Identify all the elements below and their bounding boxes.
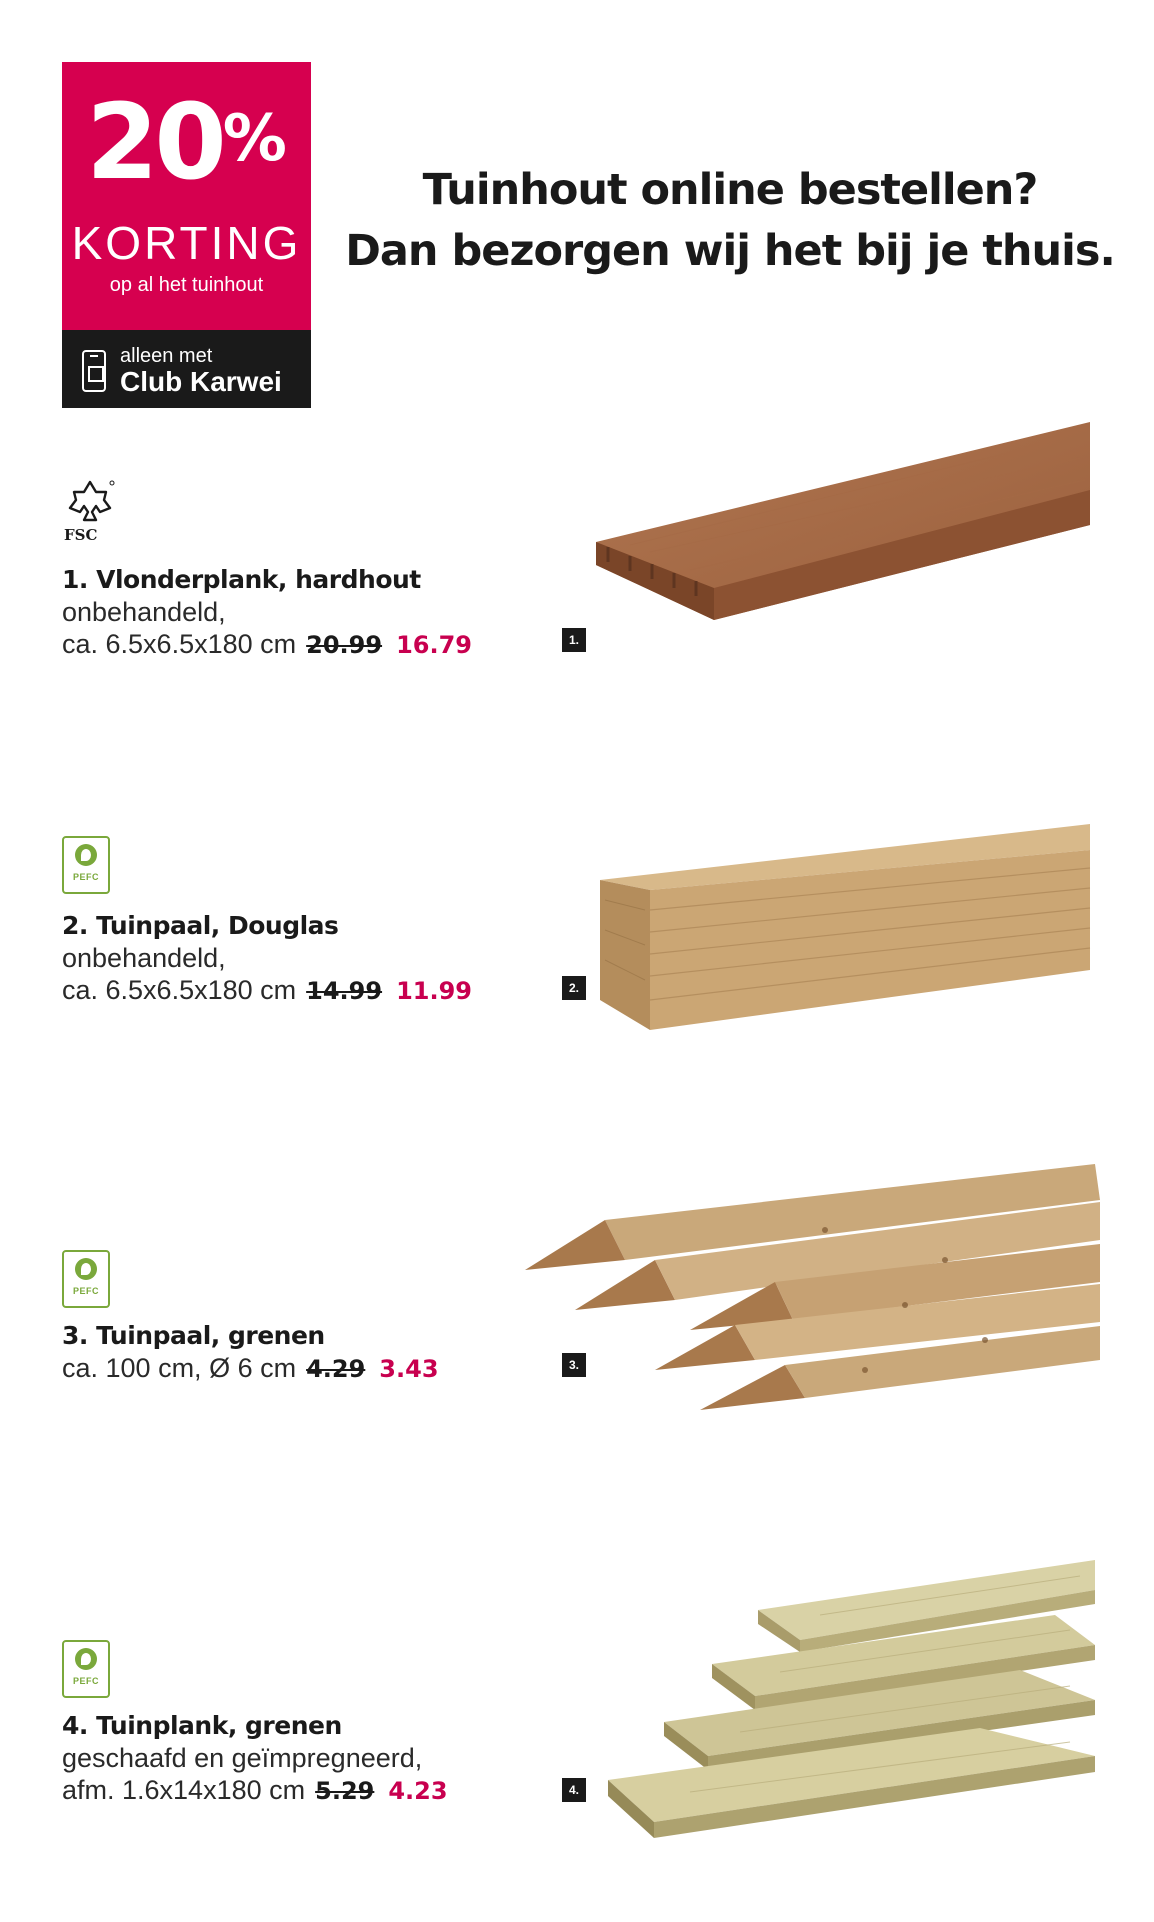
pointed-posts-image [525, 1160, 1105, 1440]
garden-planks-image [600, 1560, 1100, 1850]
club-karwei-panel [62, 330, 311, 408]
product-vlonderplank [62, 478, 522, 678]
old-price: 5.29 [315, 1777, 375, 1805]
product-tuinplank-grenen [62, 1640, 522, 1820]
product-dimensions: ca. 6.5x6.5x180 cm [62, 975, 297, 1005]
product-tuinpaal-douglas [62, 836, 522, 1016]
headline-line-2: Dan bezorgen wij het bij je thuis. [345, 226, 1115, 276]
decking-board-image [590, 420, 1100, 670]
promo-korting-label: KORTING [71, 217, 302, 269]
new-price: 3.43 [379, 1355, 439, 1383]
fsc-label: FSC [64, 526, 98, 544]
club-name: Club Karwei [120, 366, 282, 397]
garden-post-douglas-image [590, 820, 1100, 1040]
pefc-icon [62, 1640, 110, 1698]
pefc-label: PEFC [72, 1286, 99, 1296]
pefc-leaf-icon [75, 1648, 97, 1670]
product-badge: 4. [562, 1778, 586, 1802]
product-description: geschaafd en geïmpregneerd, [62, 1743, 423, 1773]
promo-subtitle: op al het tuinhout [109, 274, 264, 296]
product-price-line [62, 628, 472, 661]
old-price: 4.29 [306, 1355, 366, 1383]
old-price: 14.99 [306, 977, 383, 1005]
product-tuinpaal-grenen [62, 1250, 522, 1390]
pefc-icon [62, 1250, 110, 1308]
product-badge: 1. [562, 628, 586, 652]
product-description: onbehandeld, [62, 943, 226, 973]
pefc-label: PEFC [72, 872, 99, 882]
old-price: 20.99 [306, 631, 383, 659]
percent-sign: % [222, 102, 287, 176]
new-price: 4.23 [388, 1777, 448, 1805]
new-price: 11.99 [396, 977, 472, 1005]
product-price-line [62, 974, 472, 1007]
pefc-leaf-icon [75, 844, 97, 866]
pefc-leaf-icon [75, 1258, 97, 1280]
phone-icon [82, 350, 106, 392]
headline-line-1: Tuinhout online bestellen? [422, 165, 1038, 215]
product-badge: 2. [562, 976, 586, 1000]
product-dimensions: ca. 100 cm, Ø 6 cm [62, 1353, 297, 1383]
product-title: 1. Vlonderplank, hardhout [62, 565, 421, 594]
pefc-label: PEFC [72, 1676, 99, 1686]
product-price-line [62, 1774, 448, 1807]
club-small-text: alleen met [120, 345, 213, 367]
promo-badge [62, 62, 311, 408]
headline [330, 160, 1130, 282]
promo-percent: 20% [86, 81, 287, 203]
product-dimensions: ca. 6.5x6.5x180 cm [62, 629, 297, 659]
product-badge: 3. [562, 1353, 586, 1377]
product-price-line [62, 1352, 439, 1385]
product-dimensions: afm. 1.6x14x180 cm [62, 1775, 306, 1805]
product-title: 2. Tuinpaal, Douglas [62, 911, 339, 940]
product-title: 3. Tuinpaal, grenen [62, 1321, 325, 1350]
pefc-icon [62, 836, 110, 894]
promo-discount-panel [62, 62, 311, 330]
product-title: 4. Tuinplank, grenen [62, 1711, 342, 1740]
product-description: onbehandeld, [62, 597, 226, 627]
new-price: 16.79 [396, 631, 472, 659]
